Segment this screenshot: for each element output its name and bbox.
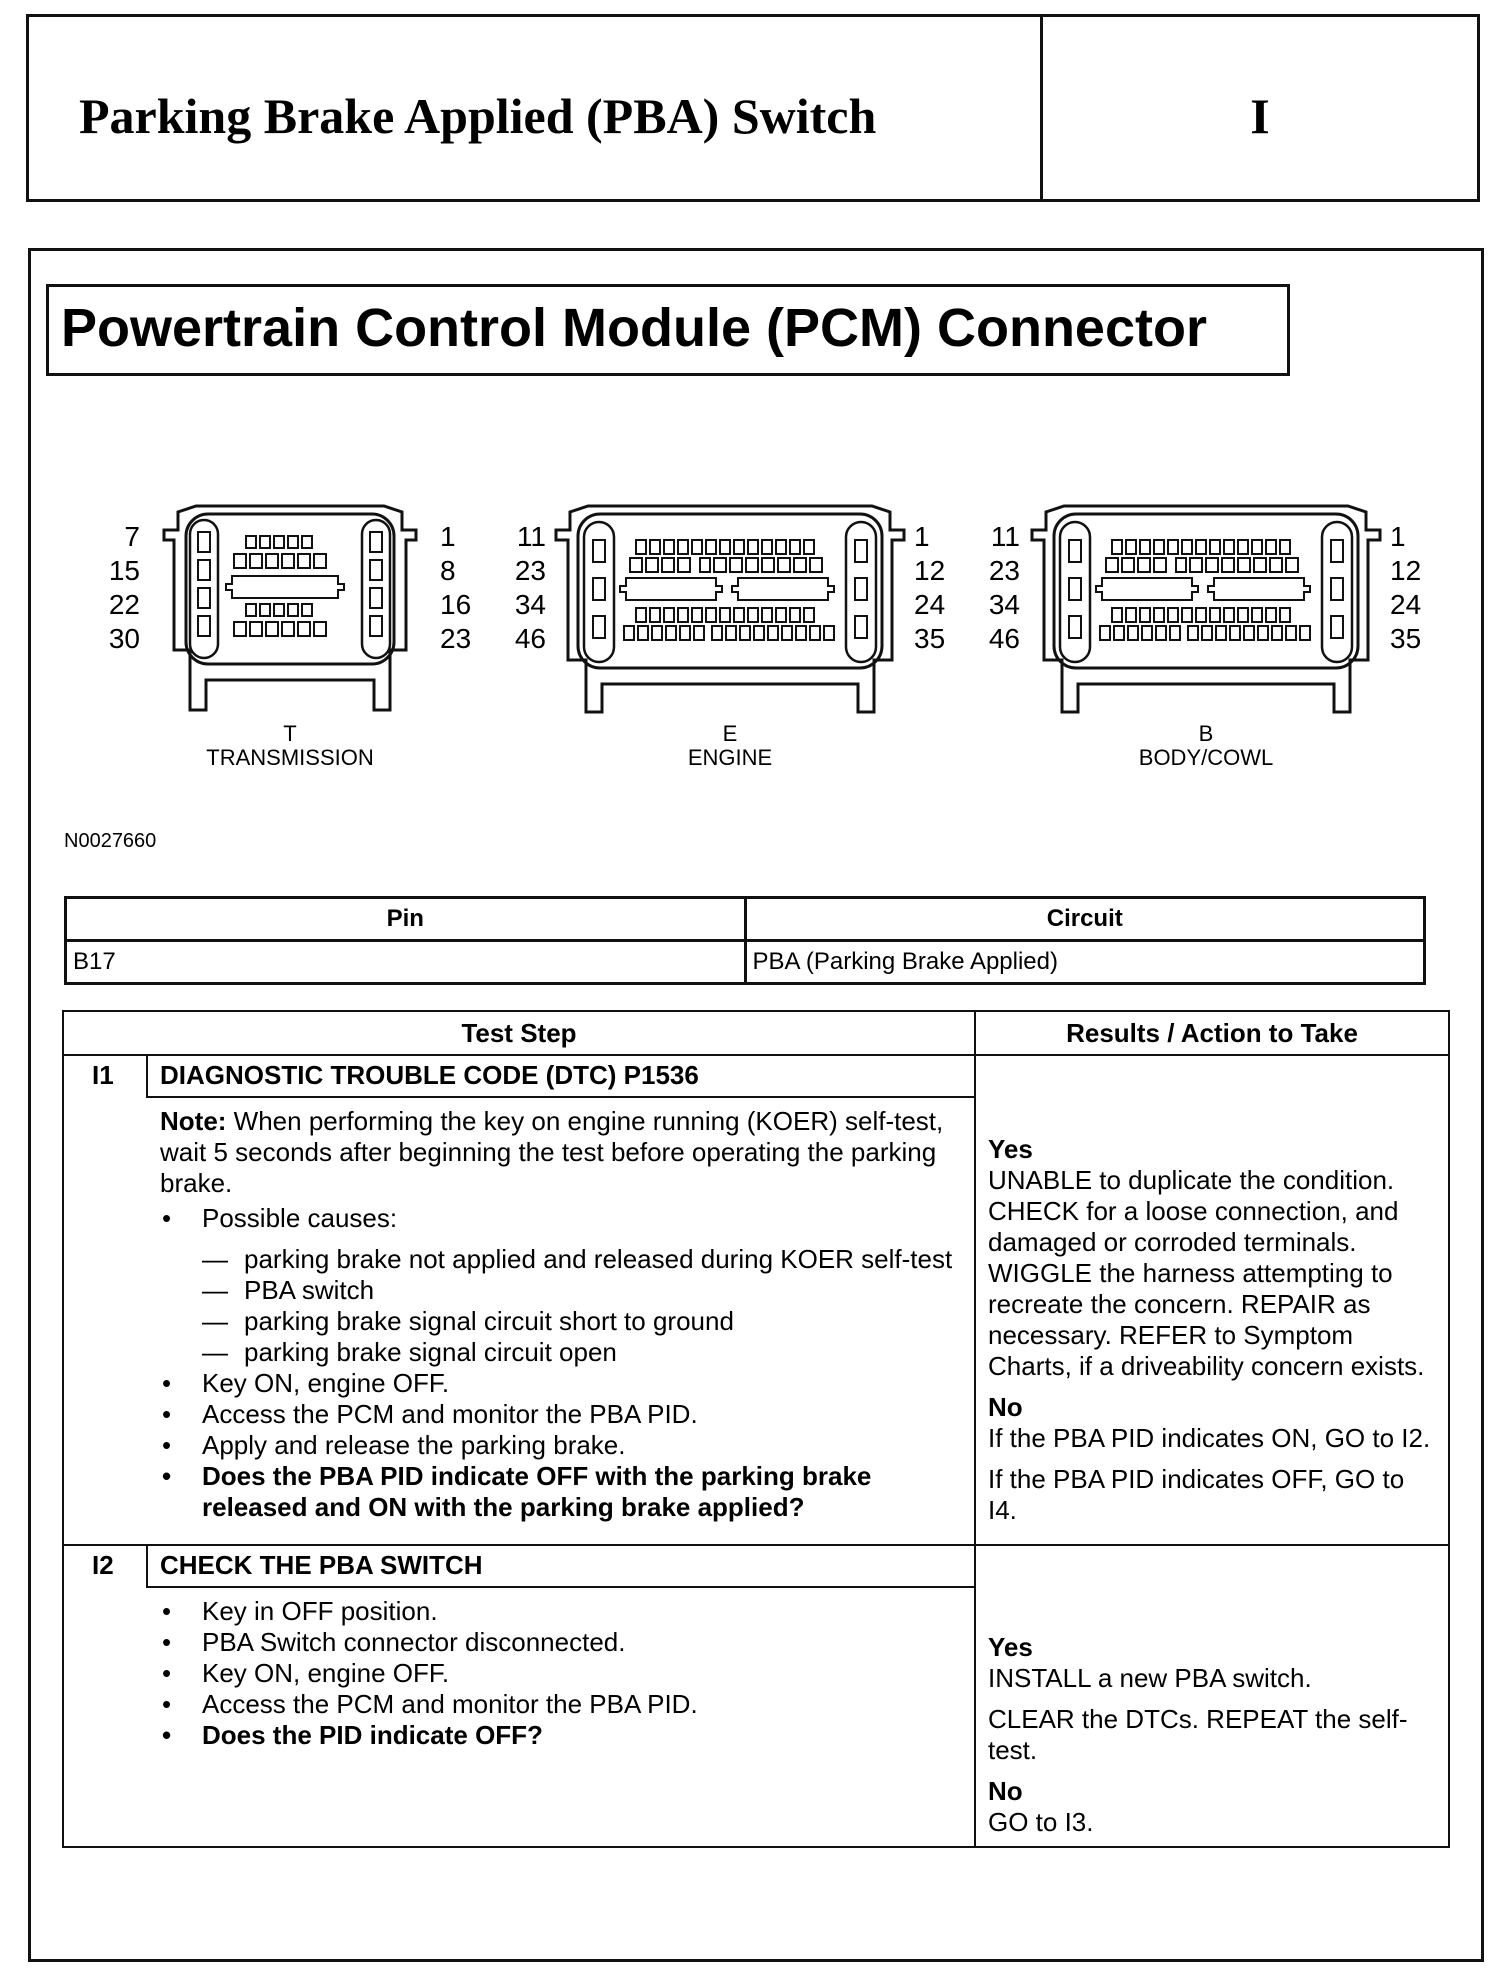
pin-cell: B17 [66,941,746,984]
step-id-divider [146,1544,148,1588]
engine-right-num: 1 [914,521,930,552]
transmission-right-num: 1 [440,521,456,552]
page-header [26,14,1480,202]
results-block [988,1134,1440,1526]
results-block [988,1632,1440,1838]
transmission-connector-drawing [160,500,420,720]
engine-left-num: 23 [514,555,546,586]
transmission-right-num: 23 [440,623,472,654]
step-id: I2 [92,1550,114,1580]
note-label: Note: [160,1106,227,1136]
list-item: • Access the PCM and monitor the PBA PID. [160,1399,960,1430]
yes-action: INSTALL a new PBA switch. [988,1663,1312,1693]
engine-right-num: 24 [914,589,946,620]
engine-left-num: 34 [514,589,546,620]
step-body [160,1106,960,1523]
header-line [64,1054,1448,1056]
engine-connector-drawing [552,500,908,720]
engine-letter: E [722,721,738,746]
step-title-line [146,1586,974,1588]
step-divider-line [64,1544,1448,1546]
pcm-heading: Powertrain Control Module (PCM) Connector [61,298,1207,358]
results-header: Results / Action to Take [1066,1018,1358,1048]
body-cowl-right-num: 35 [1390,623,1422,654]
test-step-table [62,1010,1450,1848]
pin-header: Pin [66,898,746,941]
body-cowl-label: BODY/COWL [1138,745,1274,770]
transmission-left-num: 15 [108,555,140,586]
list-item: • Key in OFF position. [160,1596,960,1627]
cause-item: — parking brake signal circuit open [202,1337,960,1368]
yes-label: Yes [988,1134,1033,1164]
engine-left-num: 46 [514,623,546,654]
step-title: DIAGNOSTIC TROUBLE CODE (DTC) P1536 [160,1060,699,1090]
body-cowl-left-num: 11 [990,521,1020,552]
cause-item: — parking brake not applied and released during KOER self-test [202,1244,960,1275]
body-cowl-letter: B [1198,721,1214,746]
yes-action: UNABLE to duplicate the condition. CHECK for a loose connection, and damaged or corroded terminals. WIGGLE the harness attempting to recreate the concern. REPAIR as necessary. REFER to Symptom Charts, if a driveability concern exists. [988,1165,1425,1381]
step-id: I1 [92,1060,114,1090]
body-cowl-left-num: 34 [988,589,1020,620]
list-item: • Apply and release the parking brake. [160,1430,960,1461]
no-label: No [988,1392,1023,1422]
list-item: • Access the PCM and monitor the PBA PID. [160,1689,960,1720]
transmission-label: TRANSMISSION [206,745,374,770]
engine-right-num: 35 [914,623,946,654]
yes-action: CLEAR the DTCs. REPEAT the self-test. [988,1704,1408,1765]
body-cowl-left-num: 46 [988,623,1020,654]
step-question: • Does the PBA PID indicate OFF with the parking brake released and ON with the parking brake applied? [160,1461,960,1523]
body-cowl-right-num: 24 [1390,589,1422,620]
table-row [66,941,1425,984]
no-action: GO to I3. [988,1807,1094,1837]
list-item: • Key ON, engine OFF. [160,1658,960,1689]
transmission-right-num: 16 [440,589,472,620]
pcm-heading-box [46,284,1290,376]
step-id-divider [146,1054,148,1098]
note-text: When performing the key on engine running (KOER) self-test, wait 5 seconds after beginning the test before operating the parking brake. [160,1106,944,1198]
cause-item: — parking brake signal circuit short to ground [202,1306,960,1337]
column-divider [974,1012,976,1846]
transmission-left-num: 22 [108,589,140,620]
transmission-right-num: 8 [440,555,456,586]
note-paragraph [160,1106,960,1199]
list-item: • Key ON, engine OFF. [160,1368,960,1399]
yes-label: Yes [988,1632,1033,1662]
figure-id: N0027660 [64,830,157,852]
no-label: No [988,1776,1023,1806]
section-letter: I [1250,88,1270,144]
no-action: If the PBA PID indicates OFF, GO to I4. [988,1464,1405,1525]
body-cowl-right-num: 1 [1390,521,1406,552]
body-cowl-right-num: 12 [1390,555,1422,586]
list-item: • PBA Switch connector disconnected. [160,1627,960,1658]
circuit-cell: PBA (Parking Brake Applied) [745,941,1425,984]
step-question: • Does the PID indicate OFF? [160,1720,960,1751]
cause-item: — PBA switch [202,1275,960,1306]
page-title: Parking Brake Applied (PBA) Switch [79,88,877,144]
transmission-letter: T [283,721,297,746]
test-step-header: Test Step [461,1018,577,1048]
circuit-header: Circuit [745,898,1425,941]
transmission-left-num: 7 [124,521,140,552]
step-title-line [146,1096,974,1098]
pin-table [64,896,1426,985]
no-action: If the PBA PID indicates ON, GO to I2. [988,1423,1431,1453]
engine-label: ENGINE [687,745,773,770]
step-title: CHECK THE PBA SWITCH [160,1550,483,1580]
body-cowl-connector-drawing [1028,500,1384,720]
transmission-left-num: 30 [108,623,140,654]
step-body [160,1596,960,1751]
engine-left-num: 11 [516,521,546,552]
engine-right-num: 12 [914,555,946,586]
body-cowl-left-num: 23 [988,555,1020,586]
list-item: • Possible causes: [160,1203,960,1234]
